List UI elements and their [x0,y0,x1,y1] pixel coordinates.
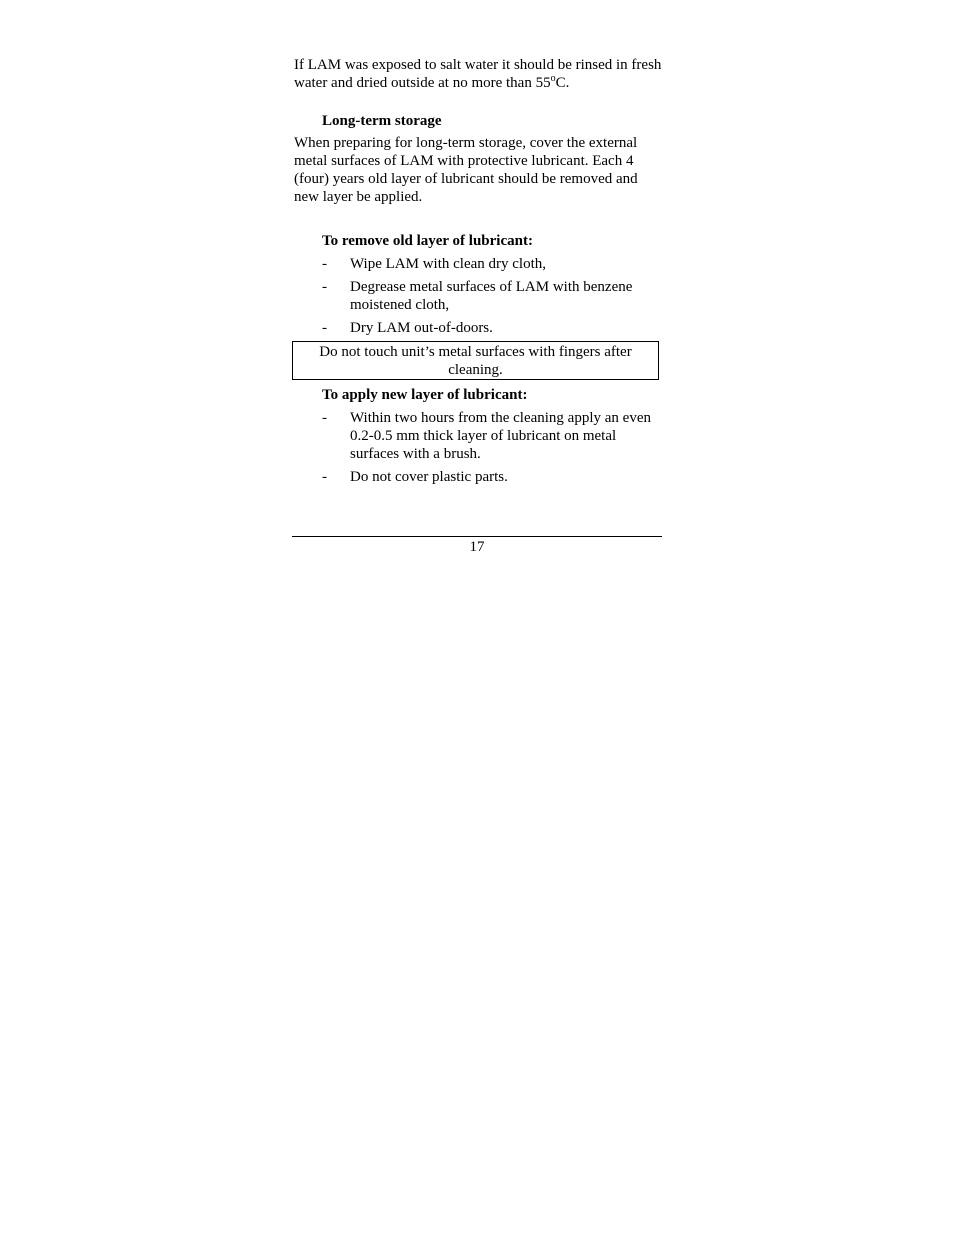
salt-water-paragraph [294,56,662,92]
warning-notice-box [292,341,659,380]
list-item [294,278,662,314]
footer-divider [292,536,662,537]
list-item [294,319,662,337]
list-item-text: Degrease metal surfaces of LAM with benzene moistened cloth, [350,279,633,313]
warning-notice-text: Do not touch unit’s metal surfaces with fingers after cleaning. [319,344,632,378]
apply-lubricant-heading: To apply new layer of lubricant: [322,387,528,403]
dash-bullet: - [322,256,327,272]
list-item [294,468,662,486]
salt-water-text: If LAM was exposed to salt water it should be rinsed in fresh water and dried outside at no more than 55 [294,57,662,91]
degree-superscript: o [550,73,556,84]
dash-bullet: - [322,320,327,336]
long-term-storage-paragraph: When preparing for long-term storage, cover the external metal surfaces of LAM with protective lubricant. Each 4 (four) years old layer of lubricant should be removed and new layer be applied. [294,135,638,205]
list-item-text: Within two hours from the cleaning apply an even 0.2-0.5 mm thick layer of lubricant on metal surfaces with a brush. [350,410,651,462]
list-item-text: Dry LAM out-of-doors. [350,320,493,336]
list-item [294,409,662,463]
dash-bullet: - [322,279,327,295]
list-item [294,255,662,273]
list-item-text: Do not cover plastic parts. [350,469,508,485]
dash-bullet: - [322,410,327,426]
page-content [294,56,662,491]
long-term-storage-heading: Long-term storage [322,113,442,129]
remove-lubricant-heading: To remove old layer of lubricant: [322,233,533,249]
list-item-text: Wipe LAM with clean dry cloth, [350,256,547,272]
remove-lubricant-list [294,255,662,337]
page-number: 17 [469,539,485,555]
dash-bullet: - [322,469,327,485]
apply-lubricant-list [294,409,662,486]
salt-water-unit: C. [555,75,570,91]
